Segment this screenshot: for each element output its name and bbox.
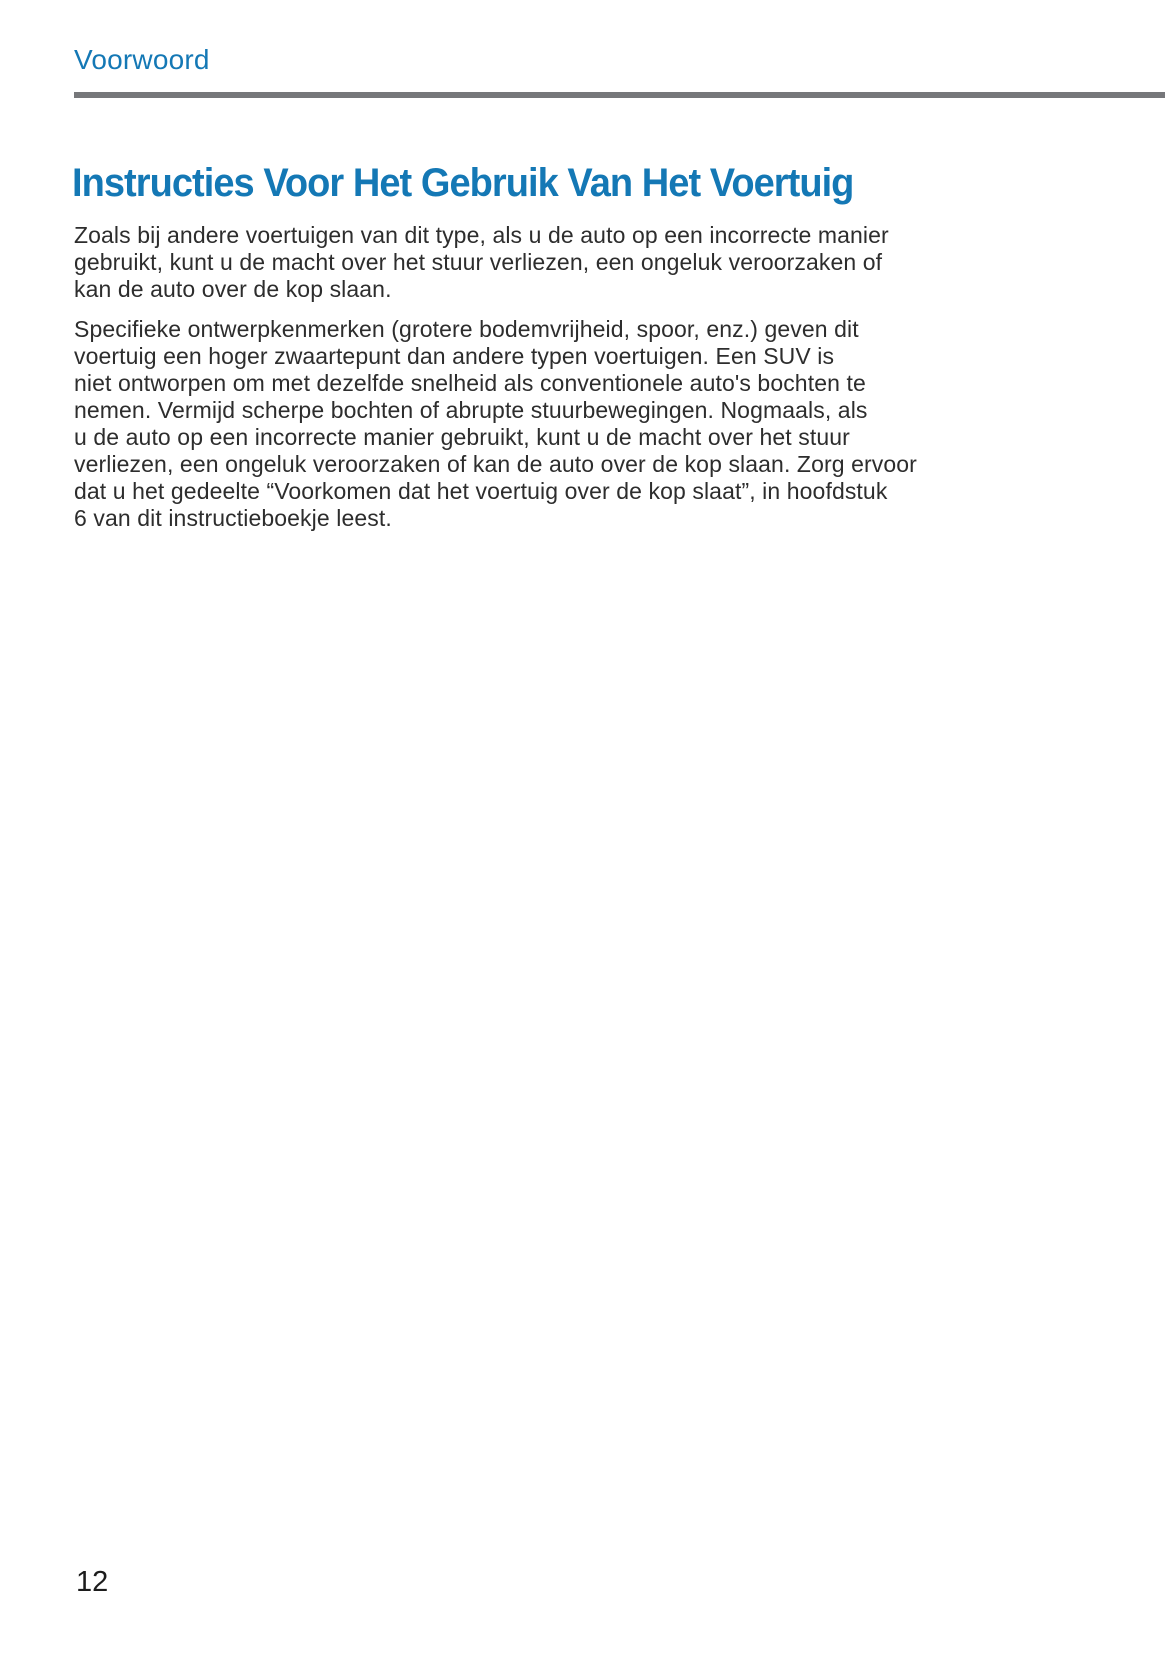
text-line: Zoals bij andere voertuigen van dit type, als u de auto op een incorrecte manier bbox=[74, 222, 889, 248]
page-title: Instructies Voor Het Gebruik Van Het Voertuig bbox=[72, 161, 854, 205]
text-line: kan de auto over de kop slaan. bbox=[74, 276, 392, 302]
text-line: verliezen, een ongeluk veroorzaken of kan de auto over de kop slaan. Zorg ervoor bbox=[74, 451, 917, 477]
text-line: dat u het gedeelte “Voorkomen dat het voertuig over de kop slaat”, in hoofdstuk bbox=[74, 478, 888, 504]
text-line: gebruikt, kunt u de macht over het stuur verliezen, een ongeluk veroorzaken of bbox=[74, 249, 883, 275]
text-line: 6 van dit instructieboekje leest. bbox=[74, 505, 392, 531]
body-text bbox=[74, 222, 1134, 545]
text-line: Specifieke ontwerpkenmerken (grotere bodemvrijheid, spoor, enz.) geven dit bbox=[74, 316, 859, 342]
header-rule bbox=[74, 92, 1165, 98]
paragraph-1 bbox=[74, 222, 1134, 303]
page-number: 12 bbox=[76, 1566, 109, 1598]
text-line: nemen. Vermijd scherpe bochten of abrupte stuurbewegingen. Nogmaals, als bbox=[74, 397, 868, 423]
section-header-label: Voorwoord bbox=[74, 44, 210, 75]
text-line: u de auto op een incorrecte manier gebruikt, kunt u de macht over het stuur bbox=[74, 424, 850, 450]
paragraph-2 bbox=[74, 316, 1134, 532]
text-line: niet ontworpen om met dezelfde snelheid als conventionele auto's bochten te bbox=[74, 370, 866, 396]
text-line: voertuig een hoger zwaartepunt dan andere typen voertuigen. Een SUV is bbox=[74, 343, 835, 369]
